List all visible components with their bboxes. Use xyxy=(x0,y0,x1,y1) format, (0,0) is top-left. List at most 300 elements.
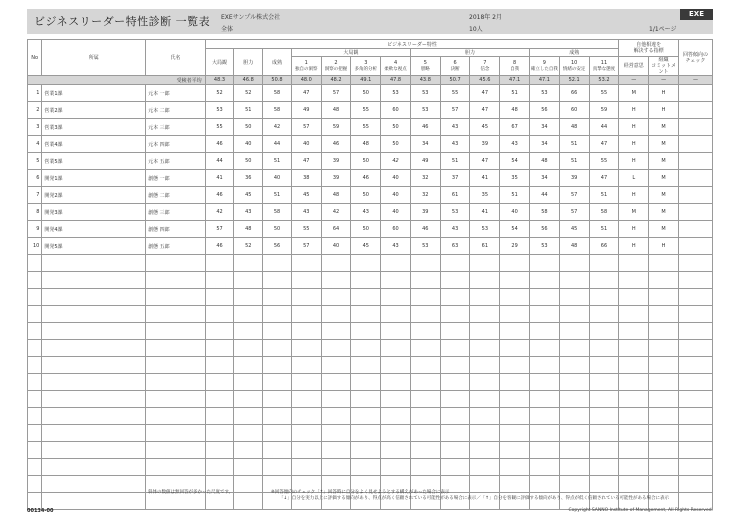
empty-cell xyxy=(291,459,321,476)
empty-cell xyxy=(263,306,292,323)
row-number: 8 xyxy=(28,204,42,221)
score-cell: 67 xyxy=(500,119,530,136)
empty-cell xyxy=(678,340,712,357)
score-cell: 34 xyxy=(530,170,560,187)
empty-cell xyxy=(470,306,500,323)
empty-cell xyxy=(263,357,292,374)
empty-cell xyxy=(410,340,440,357)
table-row xyxy=(28,119,713,136)
empty-cell xyxy=(470,459,500,476)
self-indicator-col: 組織 コミットメント xyxy=(649,57,679,76)
empty-cell xyxy=(291,323,321,340)
score-cell: 37 xyxy=(440,170,470,187)
sub-item-number: 10 xyxy=(570,59,578,66)
empty-cell xyxy=(234,493,263,510)
empty-cell xyxy=(291,442,321,459)
average-cell: 48.0 xyxy=(291,76,321,85)
table-row xyxy=(28,221,713,238)
empty-cell xyxy=(351,442,381,459)
empty-cell xyxy=(291,374,321,391)
empty-cell xyxy=(530,459,560,476)
score-cell: 40 xyxy=(263,170,292,187)
average-cell: 45.6 xyxy=(470,76,500,85)
score-cell: 40 xyxy=(500,204,530,221)
row-name: 元本 一郎 xyxy=(146,85,206,102)
empty-cell xyxy=(410,255,440,272)
empty-cell xyxy=(42,408,146,425)
empty-cell xyxy=(678,476,712,493)
row-number: 2 xyxy=(28,102,42,119)
empty-cell xyxy=(205,255,234,272)
empty-cell xyxy=(381,272,411,289)
empty-cell xyxy=(559,323,589,340)
score-cell: 63 xyxy=(440,238,470,255)
sub-item-number: 5 xyxy=(423,59,427,66)
empty-cell xyxy=(146,340,206,357)
score-cell xyxy=(678,238,712,255)
sub-item-number: 9 xyxy=(542,59,546,66)
col-self-indicator: 自他相違を 解決する指標 xyxy=(619,40,679,57)
score-cell xyxy=(678,102,712,119)
score-cell: 55 xyxy=(589,153,619,170)
empty-cell xyxy=(440,374,470,391)
empty-cell xyxy=(559,391,589,408)
empty-cell xyxy=(530,357,560,374)
empty-cell xyxy=(263,442,292,459)
col-top-2: 胆力 xyxy=(234,49,263,76)
empty-cell xyxy=(381,408,411,425)
score-cell: 58 xyxy=(589,204,619,221)
empty-cell xyxy=(42,374,146,391)
score-cell: 52 xyxy=(234,85,263,102)
score-cell: 39 xyxy=(321,170,351,187)
score-cell: 45 xyxy=(470,119,500,136)
sub-item-header xyxy=(291,57,321,76)
empty-cell xyxy=(381,459,411,476)
empty-cell xyxy=(146,442,206,459)
average-cell: 48.2 xyxy=(321,76,351,85)
score-cell: 43 xyxy=(440,136,470,153)
empty-cell xyxy=(440,255,470,272)
empty-cell xyxy=(263,459,292,476)
empty-cell xyxy=(321,272,351,289)
empty-row xyxy=(28,391,713,408)
empty-cell xyxy=(559,357,589,374)
sub-item-number: 3 xyxy=(364,59,368,66)
score-cell: 45 xyxy=(559,221,589,238)
sub-item-header xyxy=(410,57,440,76)
average-cell: 43.8 xyxy=(410,76,440,85)
empty-cell xyxy=(559,306,589,323)
empty-cell xyxy=(649,425,679,442)
score-cell: 35 xyxy=(470,187,500,204)
score-cell: 60 xyxy=(381,221,411,238)
score-cell: 51 xyxy=(589,187,619,204)
score-cell: L xyxy=(619,170,649,187)
empty-cell xyxy=(205,493,234,510)
score-cell: 42 xyxy=(263,119,292,136)
average-cell: — xyxy=(619,76,649,85)
empty-cell xyxy=(291,289,321,306)
empty-cell xyxy=(321,357,351,374)
row-name: 元本 三郎 xyxy=(146,119,206,136)
row-name: 創態 三郎 xyxy=(146,204,206,221)
empty-cell xyxy=(28,374,42,391)
empty-cell xyxy=(381,340,411,357)
score-cell: 47 xyxy=(470,102,500,119)
score-cell: 58 xyxy=(530,204,560,221)
empty-cell xyxy=(234,340,263,357)
score-cell: H xyxy=(649,85,679,102)
footnote-check-1: ※回答傾向のチェック「↑」回答時に自分をよく見せようとする構えがあった場合に表示 xyxy=(271,490,450,495)
empty-cell xyxy=(351,255,381,272)
empty-cell xyxy=(440,459,470,476)
empty-cell xyxy=(42,391,146,408)
sub-item-header xyxy=(440,57,470,76)
score-cell: 43 xyxy=(234,204,263,221)
empty-cell xyxy=(351,374,381,391)
empty-cell xyxy=(530,408,560,425)
empty-cell xyxy=(500,323,530,340)
score-cell: 50 xyxy=(351,221,381,238)
score-cell: 29 xyxy=(500,238,530,255)
empty-cell xyxy=(619,476,649,493)
score-cell: 48 xyxy=(321,187,351,204)
row-number: 1 xyxy=(28,85,42,102)
row-department: 開発3課 xyxy=(42,204,146,221)
empty-row xyxy=(28,459,713,476)
empty-cell xyxy=(530,272,560,289)
empty-cell xyxy=(321,408,351,425)
empty-cell xyxy=(500,374,530,391)
empty-cell xyxy=(42,425,146,442)
empty-cell xyxy=(589,391,619,408)
sub-item-label: 胆略 xyxy=(420,66,430,72)
score-cell: 56 xyxy=(530,102,560,119)
empty-cell xyxy=(440,425,470,442)
score-cell: 55 xyxy=(589,85,619,102)
empty-cell xyxy=(205,408,234,425)
score-cell: 39 xyxy=(321,153,351,170)
sub-item-label: 独自の洞察 xyxy=(295,66,318,72)
empty-cell xyxy=(263,323,292,340)
empty-cell xyxy=(470,323,500,340)
table-row xyxy=(28,153,713,170)
empty-cell xyxy=(205,459,234,476)
score-cell: 47 xyxy=(589,136,619,153)
score-cell xyxy=(678,170,712,187)
empty-cell xyxy=(619,408,649,425)
score-cell: 47 xyxy=(291,85,321,102)
empty-cell xyxy=(42,289,146,306)
row-number: 6 xyxy=(28,170,42,187)
empty-row xyxy=(28,306,713,323)
score-cell: 47 xyxy=(470,153,500,170)
empty-cell xyxy=(470,391,500,408)
row-name: 元本 五郎 xyxy=(146,153,206,170)
col-no: No xyxy=(28,40,42,76)
empty-cell xyxy=(42,306,146,323)
empty-cell xyxy=(234,476,263,493)
empty-cell xyxy=(234,442,263,459)
page-indicator: 1/1ページ xyxy=(649,26,677,33)
empty-cell xyxy=(619,357,649,374)
score-cell: 51 xyxy=(589,221,619,238)
empty-cell xyxy=(291,255,321,272)
score-cell: 46 xyxy=(205,187,234,204)
score-cell: M xyxy=(649,187,679,204)
row-name: 元本 二郎 xyxy=(146,102,206,119)
score-cell: 47 xyxy=(589,170,619,187)
score-cell: 41 xyxy=(470,204,500,221)
score-cell: 54 xyxy=(500,221,530,238)
empty-cell xyxy=(470,272,500,289)
empty-cell xyxy=(410,374,440,391)
row-department: 営業5課 xyxy=(42,153,146,170)
empty-cell xyxy=(649,289,679,306)
empty-cell xyxy=(470,357,500,374)
empty-cell xyxy=(619,391,649,408)
row-department: 営業2課 xyxy=(42,102,146,119)
row-number: 10 xyxy=(28,238,42,255)
score-cell: 43 xyxy=(500,136,530,153)
score-cell: 51 xyxy=(500,187,530,204)
empty-cell xyxy=(589,323,619,340)
empty-cell xyxy=(42,459,146,476)
empty-cell xyxy=(440,357,470,374)
empty-cell xyxy=(530,476,560,493)
empty-cell xyxy=(619,289,649,306)
row-department: 営業1課 xyxy=(42,85,146,102)
average-cell: 49.1 xyxy=(351,76,381,85)
score-cell xyxy=(678,153,712,170)
empty-cell xyxy=(530,340,560,357)
empty-cell xyxy=(410,391,440,408)
score-cell: 50 xyxy=(234,153,263,170)
empty-cell xyxy=(440,272,470,289)
empty-cell xyxy=(470,374,500,391)
score-cell: 34 xyxy=(410,136,440,153)
empty-cell xyxy=(321,306,351,323)
empty-cell xyxy=(678,323,712,340)
empty-cell xyxy=(589,459,619,476)
empty-cell xyxy=(410,272,440,289)
score-cell: H xyxy=(619,221,649,238)
empty-cell xyxy=(351,425,381,442)
average-cell: — xyxy=(649,76,679,85)
score-cell: 51 xyxy=(263,187,292,204)
empty-cell xyxy=(263,391,292,408)
score-cell: M xyxy=(649,119,679,136)
empty-cell xyxy=(559,476,589,493)
score-cell xyxy=(678,136,712,153)
score-cell: 53 xyxy=(530,238,560,255)
respondent-count: 10人 xyxy=(469,26,483,33)
empty-cell xyxy=(381,391,411,408)
empty-cell xyxy=(263,255,292,272)
score-cell: 57 xyxy=(559,204,589,221)
empty-row xyxy=(28,442,713,459)
empty-cell xyxy=(440,306,470,323)
empty-cell xyxy=(559,459,589,476)
score-cell: H xyxy=(619,119,649,136)
empty-cell xyxy=(42,357,146,374)
sub-item-label: 自我 xyxy=(510,66,520,72)
empty-cell xyxy=(291,408,321,425)
empty-cell xyxy=(234,289,263,306)
score-cell: 42 xyxy=(321,204,351,221)
empty-cell xyxy=(321,442,351,459)
empty-cell xyxy=(321,391,351,408)
score-cell: H xyxy=(619,238,649,255)
empty-cell xyxy=(42,493,146,510)
empty-cell xyxy=(649,340,679,357)
empty-cell xyxy=(146,391,206,408)
sub-item-label: 柔軟な視点 xyxy=(384,66,407,72)
score-cell: 53 xyxy=(410,238,440,255)
empty-cell xyxy=(28,323,42,340)
row-name: 創態 二郎 xyxy=(146,187,206,204)
empty-cell xyxy=(351,391,381,408)
table-row xyxy=(28,204,713,221)
empty-cell xyxy=(470,425,500,442)
table-row xyxy=(28,170,713,187)
score-cell: M xyxy=(649,221,679,238)
score-cell: 56 xyxy=(530,221,560,238)
score-cell: 53 xyxy=(470,221,500,238)
score-cell: 32 xyxy=(410,187,440,204)
empty-cell xyxy=(42,323,146,340)
score-cell: M xyxy=(649,204,679,221)
empty-cell xyxy=(470,255,500,272)
empty-cell xyxy=(381,425,411,442)
empty-cell xyxy=(559,272,589,289)
score-cell: 42 xyxy=(381,153,411,170)
score-cell: 43 xyxy=(351,204,381,221)
score-cell: 45 xyxy=(291,187,321,204)
score-cell: 59 xyxy=(321,119,351,136)
empty-cell xyxy=(146,408,206,425)
score-cell: 53 xyxy=(440,204,470,221)
score-cell: 51 xyxy=(559,136,589,153)
empty-cell xyxy=(440,340,470,357)
score-cell: 50 xyxy=(234,119,263,136)
empty-cell xyxy=(42,476,146,493)
table-row xyxy=(28,187,713,204)
score-cell: 54 xyxy=(500,153,530,170)
score-cell: 53 xyxy=(381,85,411,102)
row-number: 9 xyxy=(28,221,42,238)
empty-row xyxy=(28,408,713,425)
sub-item-label: 確立した自我 xyxy=(530,66,558,72)
empty-cell xyxy=(649,459,679,476)
score-cell: 66 xyxy=(559,85,589,102)
empty-cell xyxy=(234,459,263,476)
score-cell: 48 xyxy=(351,136,381,153)
score-cell: 58 xyxy=(263,102,292,119)
table-row xyxy=(28,85,713,102)
average-cell: 47.1 xyxy=(500,76,530,85)
empty-cell xyxy=(321,340,351,357)
empty-cell xyxy=(263,408,292,425)
score-cell: 52 xyxy=(234,238,263,255)
empty-cell xyxy=(470,408,500,425)
row-department: 開発5課 xyxy=(42,238,146,255)
empty-cell xyxy=(589,408,619,425)
empty-cell xyxy=(589,476,619,493)
empty-cell xyxy=(146,425,206,442)
empty-cell xyxy=(321,459,351,476)
score-cell: 40 xyxy=(234,136,263,153)
empty-cell xyxy=(351,357,381,374)
score-cell: 39 xyxy=(470,136,500,153)
sub-item-label: 洞察の把握 xyxy=(324,66,348,72)
empty-cell xyxy=(28,493,42,510)
empty-cell xyxy=(263,289,292,306)
score-cell: M xyxy=(619,204,649,221)
score-cell: 60 xyxy=(381,102,411,119)
score-cell: 47 xyxy=(470,85,500,102)
score-cell: H xyxy=(649,238,679,255)
score-cell: 50 xyxy=(351,187,381,204)
empty-cell xyxy=(649,476,679,493)
row-number: 3 xyxy=(28,119,42,136)
empty-cell xyxy=(205,442,234,459)
empty-row xyxy=(28,255,713,272)
empty-row xyxy=(28,340,713,357)
row-department: 営業3課 xyxy=(42,119,146,136)
score-cell: 60 xyxy=(559,102,589,119)
score-cell: 56 xyxy=(263,238,292,255)
empty-cell xyxy=(559,340,589,357)
empty-cell xyxy=(470,340,500,357)
score-cell: H xyxy=(619,187,649,204)
score-cell: 48 xyxy=(234,221,263,238)
empty-cell xyxy=(263,340,292,357)
empty-cell xyxy=(410,323,440,340)
col-dept: 所属 xyxy=(42,40,146,76)
empty-cell xyxy=(500,459,530,476)
empty-row xyxy=(28,289,713,306)
empty-cell xyxy=(410,289,440,306)
company-name: EXEサンプル株式会社 xyxy=(221,14,281,21)
col-name: 氏名 xyxy=(146,40,206,76)
empty-cell xyxy=(500,340,530,357)
empty-cell xyxy=(678,357,712,374)
empty-cell xyxy=(321,323,351,340)
empty-cell xyxy=(678,374,712,391)
row-name: 創態 五郎 xyxy=(146,238,206,255)
score-cell: 44 xyxy=(589,119,619,136)
score-cell: 53 xyxy=(205,102,234,119)
empty-cell xyxy=(28,289,42,306)
score-cell: 51 xyxy=(234,102,263,119)
score-cell: M xyxy=(649,170,679,187)
empty-cell xyxy=(530,425,560,442)
empty-row xyxy=(28,374,713,391)
score-cell: H xyxy=(619,136,649,153)
empty-cell xyxy=(205,306,234,323)
empty-cell xyxy=(470,289,500,306)
empty-cell xyxy=(619,442,649,459)
empty-cell xyxy=(530,391,560,408)
score-cell: 40 xyxy=(381,187,411,204)
score-cell: 50 xyxy=(351,153,381,170)
score-cell: 49 xyxy=(410,153,440,170)
empty-cell xyxy=(205,340,234,357)
form-code: 00134-00 xyxy=(27,508,54,514)
empty-cell xyxy=(589,289,619,306)
